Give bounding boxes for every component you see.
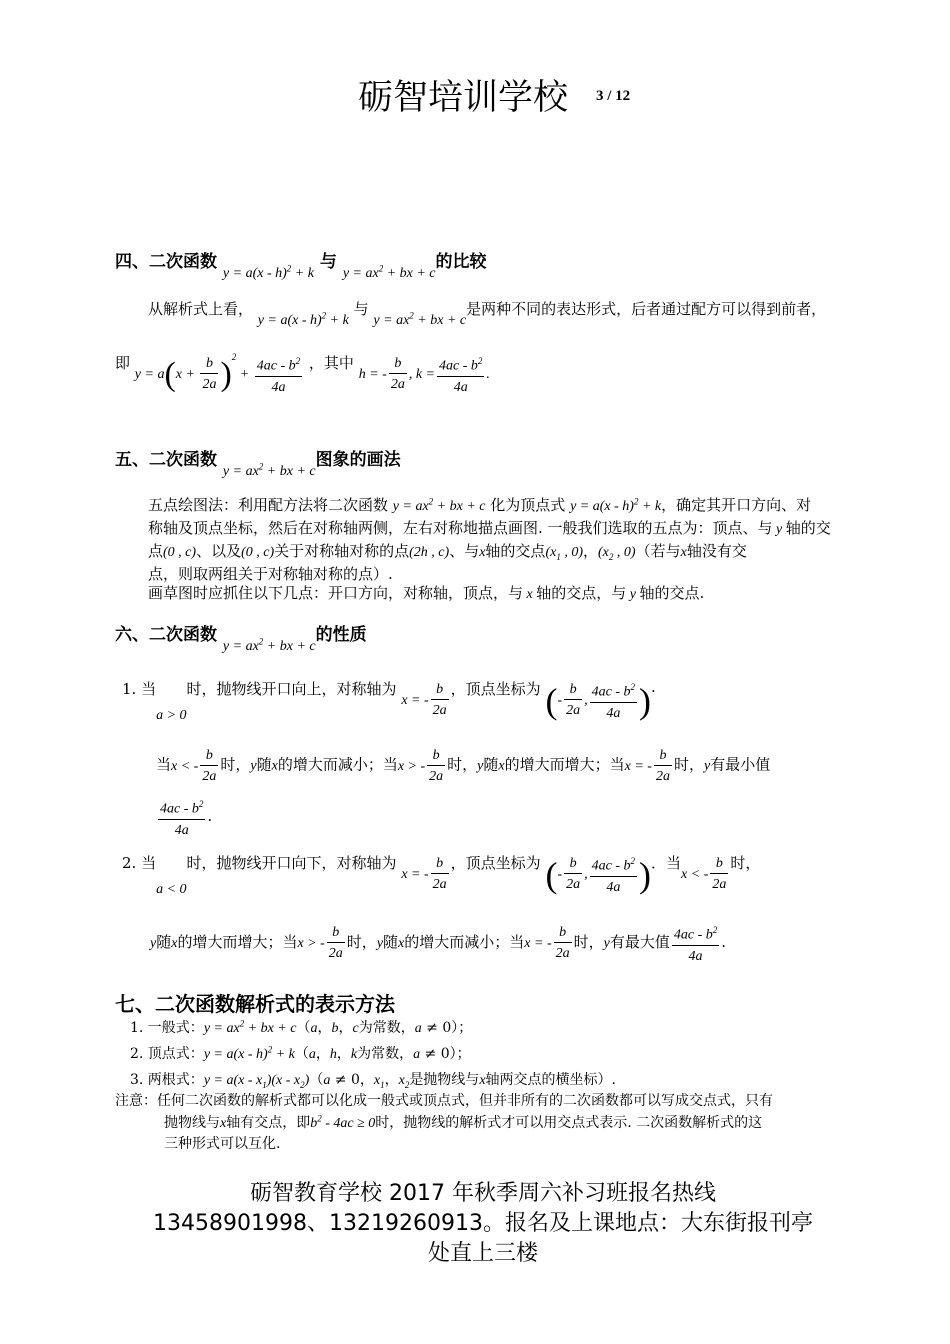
note-line1: 注意：任何二次函数的解析式都可以化成一般式或顶点式，但并非所有的二次函数都可以写成交点式，只有 (115, 1093, 773, 1109)
sec6-item1-line2: 当x < - $\frac{b}{2a}$ 时，y随x的增大而减小；当x > - $\frac{b}{2a}$ 时，y随x的增大而增大；当x = - $\frac{b}{2a}$ 时，y有最小值 (156, 748, 771, 784)
section-4-heading: 四、二次函数 $_{y = a(x - h)^2 + k}$ 与 $_{y = ax^2 + bx + c}$的比较 (115, 252, 487, 281)
sec4-line2: 即 y = a(x + $\frac{b}{2a}$ )$^2$ + $\frac{4ac - b^2}{4a}$ ，其中 h = - $\frac{b}{2a}$ , k = $\frac{4ac - b^2}{4a}$ . (115, 352, 490, 395)
formula-vertex: y = a(x - h)$^2$ + k (257, 310, 349, 328)
form-vertex: 2. 顶点式：y = a(x - h)$^2$ + k（a，h，k为常数，a ≠ 0）； (130, 1044, 471, 1062)
formula-completed-square: y = a(x + $\frac{b}{2a}$ )$^2$ + $\frac{4ac - b^2}{4a}$ (134, 352, 301, 395)
page-title: 砺智培训学校 (358, 78, 569, 118)
sec5-para-line5: 画草图时应抓住以下几点：开口方向，对称轴，顶点，与 x 轴的交点，与 y 轴的交点. (148, 584, 705, 602)
formula-general: y = ax2 + bx + c (342, 263, 436, 281)
form-general: 1. 一般式：$y = ax^2$ + bx + c（a，b，c为常数，a ≠ 0）； (130, 1018, 473, 1036)
section-5-heading: 五、二次函数 $_{y = ax^2 + bx + c}$图象的画法 (115, 450, 401, 479)
formula-h-k: h = - $\frac{b}{2a}$ , k = $\frac{4ac - b^2}{4a}$ . (359, 367, 490, 382)
sec6-item1-line3: $\frac{4ac - b^2}{4a}$ . (156, 795, 212, 841)
footer-line2: 13458901998、13219260913。报名及上课地点：大东街报刊亭 (153, 1211, 813, 1236)
formula-general: $y = ax^2$ + bx + c (373, 310, 467, 328)
sec5-para-line3: 点(0 , c)、以及(0 , c)关于对称轴对称的点(2h , c)、与x轴的交点($x_1$ , 0)，($x_2$ , 0)（若与x轴没有交 (148, 542, 747, 562)
page-number: 3 / 12 (596, 88, 631, 104)
formula-general: y = ax2 + bx + c (222, 461, 316, 479)
sec4-line1: 从解析式上看， y = a(x - h)$^2$ + k 与 $y = ax^2$ + bx + c是两种不同的表达形式，后者通过配方可以得到前者， (148, 300, 827, 328)
formula-general: y = ax2 + bx + c (222, 636, 316, 654)
form-roots: 3. 两根式：$y = a(x - x_1)(x - x_2)(a \ne 0$，$x_1$，$x_2$是抛物线与x轴两交点的横坐标）. (130, 1072, 616, 1090)
sec6-item2-line1: 2. 当a < 0时，抛物线开口向下，对称轴为 x = - $\frac{b}{2a}$ ，顶点坐标为 (- $\frac{b}{2a}$ , $\frac{4ac - b^2}{4a}$ )．当x < - $\frac{b}{2a}$ 时， (122, 854, 761, 897)
footer-line3: 处直上三楼 (427, 1241, 538, 1266)
footer-line1: 砺智教育学校 2017 年秋季周六补习班报名热线 (250, 1181, 716, 1206)
sec5-para-line4: 点，则取两组关于对称轴对称的点）. (148, 565, 393, 583)
section-7-heading: 七、二次函数解析式的表示方法 (115, 992, 395, 1016)
sec6-item2-line2: y随x的增大而增大；当x > - $\frac{b}{2a}$ 时，y随x的增大而减小；当x = - $\frac{b}{2a}$ 时，y有最大值 $\frac{4ac - b^2}{4a}$ . (150, 921, 726, 967)
sec5-para-line1: 五点绘图法：利用配方法将二次函数 $y = ax^2$ + bx + c 化为顶点式 y = a(x - h)$^2$ + k，确定其开口方向、对 (148, 496, 812, 514)
note-line2: 抛物线与x轴有交点，即$b^2 - 4ac \ge 0$时，抛物线的解析式才可以用交点式表示. 二次函数解析式的这 (164, 1113, 763, 1131)
formula-vertex: y = a(x - h)2 + k (222, 263, 314, 281)
sec5-para-line2: 称轴及顶点坐标，然后在对称轴两侧，左右对称地描点画图. 一般我们选取的五点为：顶点、与 y 轴的交 (148, 519, 831, 537)
note-line3: 三种形式可以互化. (164, 1136, 281, 1152)
sec6-item1-line1: 1. 当a > 0时，抛物线开口向上，对称轴为 x = - $\frac{b}{2a}$ ，顶点坐标为 (- $\frac{b}{2a}$ , $\frac{4ac - b^2}{4a}$ ). (122, 678, 656, 723)
section-6-heading: 六、二次函数 $_{y = ax^2 + bx + c}$的性质 (115, 625, 367, 654)
